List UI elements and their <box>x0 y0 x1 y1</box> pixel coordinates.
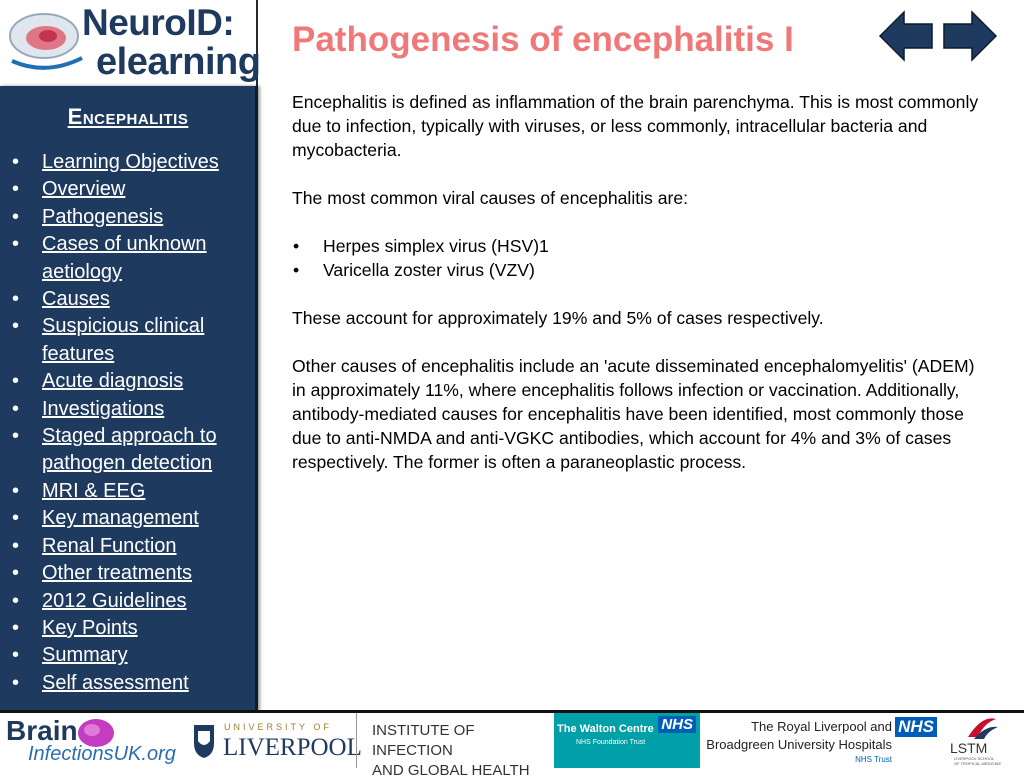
liverpool-big: LIVERPOOL <box>223 734 362 761</box>
sidebar-item-guidelines <box>6 588 254 615</box>
brain-infections-line3: UK.org <box>113 743 176 765</box>
sidebar-link[interactable]: Self assessment <box>42 671 189 694</box>
sidebar-item-other-treatments <box>6 560 254 587</box>
nhs-badge: NHS <box>895 717 937 737</box>
sidebar-item-cases-unknown <box>6 231 254 286</box>
sidebar-link[interactable]: Key management <box>42 507 199 530</box>
sidebar-item-renal-function <box>6 533 254 560</box>
royal-line1: The Royal Liverpool and <box>751 719 892 734</box>
sidebar-item-mri-eeg <box>6 478 254 505</box>
list-item: • Varicella zoster virus (VZV) <box>292 258 982 282</box>
institute-line2: AND GLOBAL HEALTH <box>372 762 530 779</box>
sidebar-item-causes <box>6 286 254 313</box>
sidebar-item-investigations <box>6 396 254 423</box>
intro-paragraph: Encephalitis is defined as inflammation of the brain parenchyma. This is most commonly due to infection, typically with viruses, or less commonly, intracellular bacteria and mycobacteria. <box>292 92 979 160</box>
nhs-badge: NHS <box>658 716 696 733</box>
sidebar-link[interactable]: Renal Function <box>42 534 177 557</box>
sidebar-link[interactable]: Cases of unknown aetiology <box>42 233 207 283</box>
sidebar-item-staged-approach <box>6 423 254 478</box>
lstm-sub2: OF TROPICAL MEDICINE <box>954 761 1002 766</box>
lstm-emblem-icon <box>964 715 1000 741</box>
virus-list <box>292 234 982 282</box>
sidebar-link[interactable]: Acute diagnosis <box>42 370 184 393</box>
lstm-sub1: LIVERPOOL SCHOOL <box>954 756 995 761</box>
sidebar-link[interactable]: Pathogenesis <box>42 205 164 228</box>
sidebar-link[interactable]: Staged approach to pathogen detection <box>42 425 217 475</box>
walton-line2: NHS Foundation Trust <box>576 739 646 746</box>
sidebar-link[interactable]: MRI & EEG <box>42 479 146 502</box>
institute-logo <box>356 713 551 779</box>
logo-line1: NeuroID: <box>82 2 235 43</box>
sidebar-item-pathogenesis <box>6 204 254 231</box>
sidebar-link[interactable]: Causes <box>42 288 110 311</box>
brain-logo-icon <box>6 6 86 76</box>
royal-line2: Broadgreen University Hospitals <box>706 737 892 752</box>
sidebar-link[interactable]: Summary <box>42 644 128 667</box>
sidebar-item-key-management <box>6 505 254 532</box>
brain-infections-line1: Brain <box>6 715 78 746</box>
sidebar-link[interactable]: Key Points <box>42 616 138 639</box>
neuroid-logo <box>0 0 261 86</box>
sidebar-item-acute-diagnosis <box>6 368 254 395</box>
institute-line1: INSTITUTE OF INFECTION <box>372 722 475 759</box>
brain-infections-line2: Infections <box>28 743 114 765</box>
sidebar-item-suspicious-features <box>6 313 254 368</box>
arrow-left-icon[interactable] <box>878 8 934 64</box>
sidebar-link[interactable]: Investigations <box>42 397 165 420</box>
common-causes-intro: The most common viral causes of encephalitis are: <box>292 188 689 208</box>
main-content <box>292 90 982 474</box>
footer-logos <box>0 713 1024 779</box>
crest-icon <box>192 723 216 759</box>
brain-infections-uk-logo <box>4 713 188 768</box>
list-item: • Herpes simplex virus (HSV)1 <box>292 234 982 258</box>
percentages-paragraph: These account for approximately 19% and 5% of cases respectively. <box>292 308 824 328</box>
sidebar-link[interactable]: Suspicious clinical features <box>42 315 205 365</box>
royal-line3: NHS Trust <box>855 755 892 764</box>
walton-centre-logo <box>554 713 700 768</box>
lstm-logo <box>946 713 1020 768</box>
liverpool-small: UNIVERSITY OF <box>224 722 332 732</box>
sidebar-nav <box>6 149 254 697</box>
logo-line2: elearning <box>96 41 261 83</box>
walton-line1: The Walton Centre <box>557 723 654 735</box>
sidebar-link[interactable]: 2012 Guidelines <box>42 589 187 612</box>
sidebar-link[interactable]: Other treatments <box>42 562 193 585</box>
sidebar-item-overview <box>6 176 254 203</box>
page-title: Pathogenesis of encephalitis I <box>292 20 794 59</box>
sidebar-heading: Encephalitis <box>67 104 189 129</box>
sidebar-item-key-points <box>6 615 254 642</box>
sidebar-item-learning-objectives <box>6 149 254 176</box>
sidebar-item-self-assessment <box>6 670 254 697</box>
lstm-name: LSTM <box>950 740 988 756</box>
sidebar-link[interactable]: Learning Objectives <box>42 151 219 173</box>
sidebar <box>0 86 258 712</box>
arrow-right-icon[interactable] <box>942 8 998 64</box>
liverpool-university-logo <box>192 713 362 768</box>
other-causes-paragraph: Other causes of encephalitis include an 'acute disseminated encephalomyelitis' (ADEM) in approximately 11%, where encephalitis follows infection or vaccination. Additionally, antibody-mediated causes for encephalitis have been identified, most commonly those due to anti-NMDA and anti-VGKC antibodies, which account for 4% and 3% of cases respectively. The former is often a paraneoplastic process. <box>292 356 975 472</box>
sidebar-link[interactable]: Overview <box>42 178 126 201</box>
royal-liverpool-logo <box>702 713 940 768</box>
sidebar-item-summary <box>6 642 254 669</box>
